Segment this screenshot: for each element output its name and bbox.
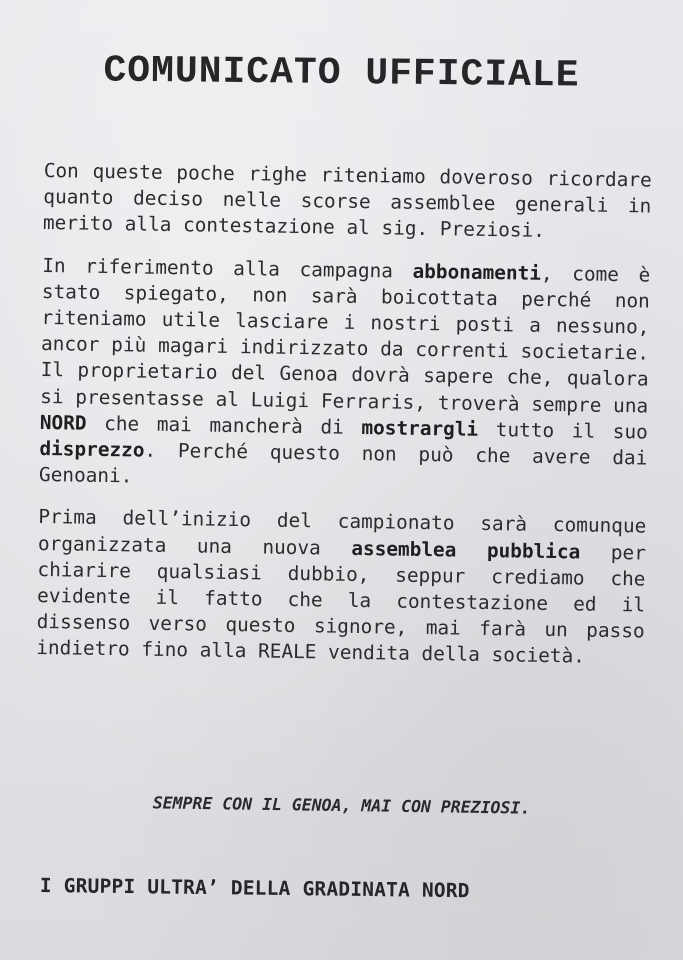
document-title: COMUNICATO UFFICIALE (103, 49, 580, 98)
paragraph-text: per chiarire qualsiasi dubbio, seppur crediamo che evidente il fatto che la contestazione ed il dissenso verso questo signore, mai farà un passo indietro fino alla REALE vendita della società. (36, 540, 647, 669)
paragraph-text: Prima dell’inizio del campionato sarà comunque organizzata una nuova (37, 505, 647, 560)
paragraph-text: . Perché questo non può che avere dai Genoani. (38, 438, 648, 488)
paragraph-1 (43, 158, 652, 246)
emphasis-text: NORD (39, 410, 87, 435)
paragraph-text: Con queste poche righe riteniamo doveroso ricordare quanto deciso nelle scorse assemblee generali in merito alla contestazione al sig. Preziosi. (42, 158, 652, 243)
paragraph-text: , come è stato spiegato, non sarà boicottata perché non riteniamo utile lasciare i nostri posti a nessuno, ancor più magari indirizzato da correnti societarie. Il proprietario del Genoa dovrà sapere che, qualora si presentasse al Luigi Ferraris, troverà sempre una (40, 261, 651, 418)
motto: SEMPRE CON IL GENOA, MAI CON PREZIOSI. (152, 793, 531, 818)
paragraph-text: In riferimento alla campagna (42, 253, 413, 283)
paragraph-3 (36, 504, 646, 671)
paragraph-text: tutto il suo (477, 417, 648, 444)
signature: I GRUPPI ULTRA’ DELLA GRADINATA NORD (39, 874, 470, 903)
emphasis-text: abbonamenti (412, 259, 542, 285)
document-body (36, 158, 652, 687)
paragraph-text: che mai mancherà di (86, 411, 362, 439)
paragraph-2 (39, 253, 651, 498)
emphasis-text: disprezzo (39, 436, 145, 462)
emphasis-text: mostrargli (361, 415, 479, 441)
emphasis-text: assemblea pubblica (351, 536, 581, 564)
